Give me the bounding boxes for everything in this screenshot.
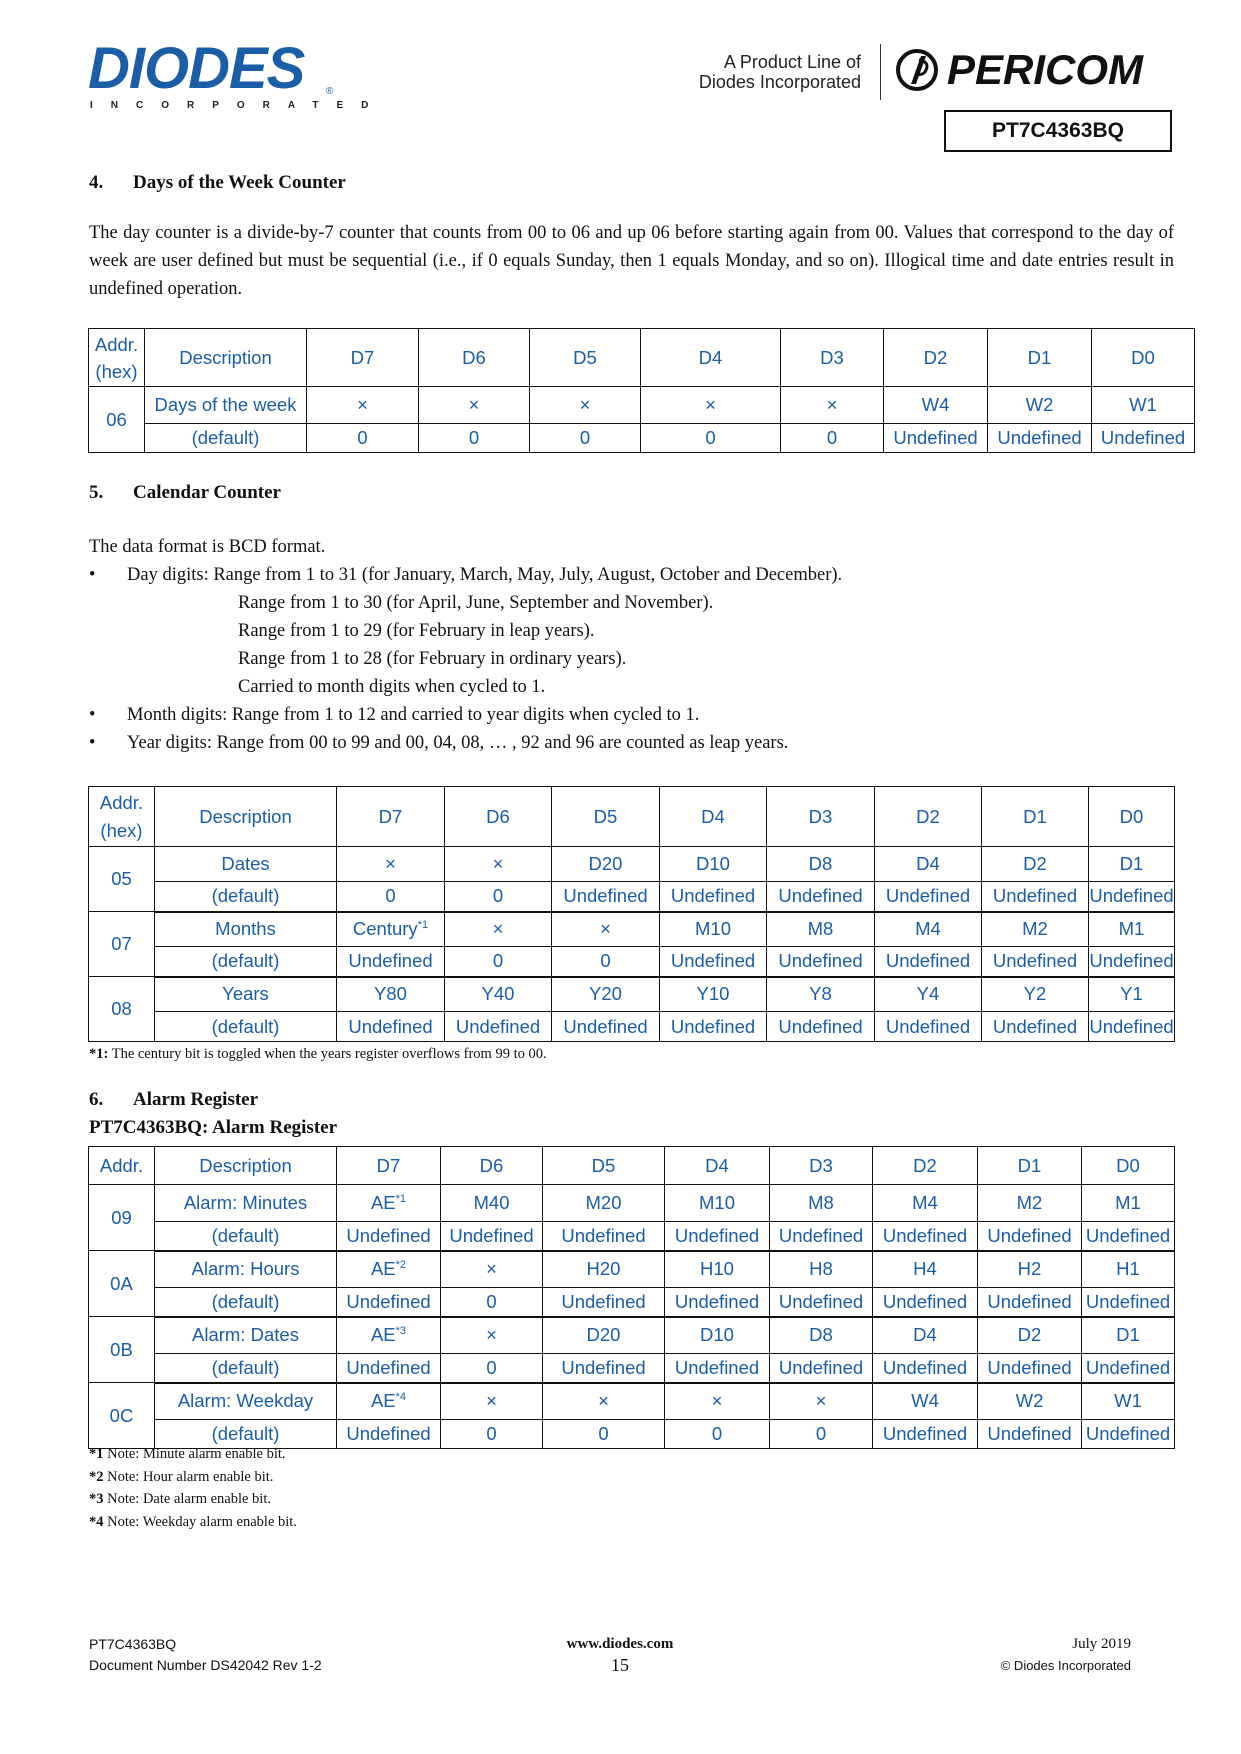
note-text: Note: Hour alarm enable bit.: [103, 1468, 274, 1485]
bit-cell: Y8: [767, 977, 875, 1012]
default-cell: Undefined: [873, 1420, 978, 1449]
default-cell: Undefined: [665, 1222, 770, 1251]
bit-cell: ×: [337, 847, 445, 882]
alarm-notes: [89, 1443, 297, 1533]
bit-cell: D4: [873, 1317, 978, 1354]
default-cell: Undefined: [1082, 1222, 1175, 1251]
ae-label: AE: [370, 1390, 396, 1412]
bit-cell: M20: [543, 1185, 665, 1222]
default-cell: Undefined: [982, 1012, 1089, 1042]
bit-cell: H4: [873, 1251, 978, 1288]
bit-cell: ×: [441, 1383, 543, 1420]
description-cell: (default): [155, 1012, 337, 1042]
default-cell: Undefined: [665, 1288, 770, 1317]
default-cell: Undefined: [543, 1354, 665, 1383]
addr-cell: 0C: [89, 1383, 155, 1449]
description-cell: Alarm: Minutes: [155, 1185, 337, 1222]
bit-cell: ×: [665, 1383, 770, 1420]
table-row: [89, 882, 1175, 912]
default-cell: Undefined: [552, 882, 660, 912]
product-line-1: A Product Line of: [723, 52, 861, 72]
default-cell: 0: [445, 882, 552, 912]
bit-cell: Y20: [552, 977, 660, 1012]
bit-cell: ×: [552, 912, 660, 947]
bit-cell: D2: [978, 1317, 1082, 1354]
default-cell: Undefined: [445, 1012, 552, 1042]
bit-cell: D8: [770, 1317, 873, 1354]
bit-cell: W4: [884, 387, 988, 424]
section-5-title: Calendar Counter: [133, 482, 281, 503]
bit-cell: W2: [978, 1383, 1082, 1420]
alarm-enable-cell: [337, 1251, 441, 1288]
default-cell: Undefined: [982, 882, 1089, 912]
range-line: Carried to month digits when cycled to 1.: [238, 677, 546, 697]
footer-copyright: © Diodes Incorporated: [1000, 1658, 1131, 1673]
table-row: [89, 1317, 1175, 1354]
note-mark: *4: [89, 1513, 104, 1530]
default-cell: Undefined: [441, 1222, 543, 1251]
bit-cell: M8: [767, 912, 875, 947]
bit-cell: M2: [978, 1185, 1082, 1222]
bit-cell: Y4: [875, 977, 982, 1012]
registered-mark: ®: [326, 86, 334, 97]
default-cell: 0: [419, 424, 530, 453]
footnote-ref: *3: [395, 1325, 407, 1338]
description-cell: (default): [155, 1222, 337, 1251]
bit-cell: ×: [441, 1251, 543, 1288]
default-cell: Undefined: [660, 947, 767, 977]
section-4-paragraph: The day counter is a divide-by-7 counter that counts from 00 to 06 and up 06 before starting again from 00. Values that correspond to the day of week are user defined but must be sequential (i.e., if 0 equals Sunday, then 1 equals Monday, and so on). Illogical time and date entries result in undefined operation.: [89, 223, 1174, 299]
default-cell: 0: [307, 424, 419, 453]
footnote-ref: *1: [395, 1192, 407, 1205]
diodes-logo: [88, 36, 387, 111]
default-cell: Undefined: [337, 947, 445, 977]
alarm-note: [89, 1466, 297, 1489]
default-cell: 0: [445, 947, 552, 977]
header-d3: D3: [767, 787, 875, 847]
default-cell: Undefined: [337, 1012, 445, 1042]
default-cell: Undefined: [543, 1222, 665, 1251]
default-cell: Undefined: [1092, 424, 1195, 453]
default-cell: Undefined: [767, 1012, 875, 1042]
bit-cell: D10: [665, 1317, 770, 1354]
alarm-note: [89, 1511, 297, 1534]
bit-cell: ×: [543, 1383, 665, 1420]
description-cell: (default): [155, 1288, 337, 1317]
table-row: [89, 1185, 1175, 1222]
table-header-row: [89, 1147, 1175, 1185]
alarm-note: [89, 1443, 297, 1466]
alarm-register-subtitle: PT7C4363BQ: Alarm Register: [89, 1117, 338, 1138]
header-description: Description: [155, 1147, 337, 1185]
description-cell: Years: [155, 977, 337, 1012]
default-cell: Undefined: [660, 882, 767, 912]
description-cell: (default): [155, 947, 337, 977]
description-cell: Alarm: Dates: [155, 1317, 337, 1354]
bit-cell: D4: [875, 847, 982, 882]
bit-cell: ×: [445, 847, 552, 882]
bit-cell: ×: [419, 387, 530, 424]
ae-label: AE: [370, 1258, 396, 1280]
bit-cell: ×: [641, 387, 781, 424]
bit-cell: M1: [1089, 912, 1175, 947]
bullet-year-digits: [89, 729, 788, 757]
header-d6: D6: [445, 787, 552, 847]
default-cell: 0: [530, 424, 641, 453]
header-d1: D1: [982, 787, 1089, 847]
range-line: Range from 1 to 28 (for February in ordinary years).: [238, 649, 627, 669]
bit-cell: H8: [770, 1251, 873, 1288]
default-cell: Undefined: [337, 1288, 441, 1317]
header-d2: D2: [875, 787, 982, 847]
table-row: [89, 847, 1175, 882]
header-d7: D7: [337, 1147, 441, 1185]
bit-cell: M2: [982, 912, 1089, 947]
addr-cell: 0A: [89, 1251, 155, 1317]
ae-label: AE: [370, 1192, 396, 1213]
default-cell: Undefined: [873, 1354, 978, 1383]
default-cell: Undefined: [1089, 1012, 1175, 1042]
section-5-number: 5.: [89, 482, 104, 503]
bit-cell: ×: [445, 912, 552, 947]
footer-center: [520, 1634, 720, 1676]
bullet-text: Day digits: Range from 1 to 31 (for January, March, May, July, August, October and December).: [127, 565, 843, 585]
bit-cell: Y1: [1089, 977, 1175, 1012]
header-d6: D6: [419, 329, 530, 387]
default-cell: 0: [552, 947, 660, 977]
default-cell: Undefined: [884, 424, 988, 453]
default-cell: 0: [441, 1354, 543, 1383]
pericom-logo-text: PERICOM: [947, 46, 1144, 93]
footnote-ref: *1: [417, 919, 429, 932]
description-cell: (default): [145, 424, 307, 453]
footer-date: July 2019: [1072, 1636, 1131, 1652]
description-cell: (default): [155, 1420, 337, 1449]
table-row: [89, 1383, 1175, 1420]
section-4-heading: [89, 172, 346, 194]
section-5-intro: The data format is BCD format.: [89, 537, 326, 557]
table-row: [89, 424, 1195, 453]
header-d4: D4: [641, 329, 781, 387]
default-cell: Undefined: [978, 1222, 1082, 1251]
default-cell: Undefined: [552, 1012, 660, 1042]
default-cell: Undefined: [873, 1288, 978, 1317]
days-of-week-table: [88, 328, 1195, 453]
bit-cell: D10: [660, 847, 767, 882]
part-number-box: PT7C4363BQ: [944, 110, 1172, 152]
calendar-counter-table: [88, 786, 1175, 1042]
header-d4: D4: [660, 787, 767, 847]
bullet-day-digits: [89, 561, 842, 589]
bit-cell: M4: [875, 912, 982, 947]
header-d7: D7: [307, 329, 419, 387]
default-cell: 0: [781, 424, 884, 453]
footer-website-link[interactable]: www.diodes.com: [566, 1636, 674, 1652]
bit-cell: ×: [530, 387, 641, 424]
default-cell: Undefined: [660, 1012, 767, 1042]
bit-cell: D2: [982, 847, 1089, 882]
bit-cell: H2: [978, 1251, 1082, 1288]
description-cell: (default): [155, 882, 337, 912]
section-6-heading: [89, 1089, 258, 1111]
default-cell: 0: [770, 1420, 873, 1449]
default-cell: Undefined: [875, 947, 982, 977]
bullet-day-digits-continuation: [238, 589, 713, 701]
header-description: Description: [155, 787, 337, 847]
bit-cell: W2: [988, 387, 1092, 424]
default-cell: Undefined: [337, 1222, 441, 1251]
bit-cell: H10: [665, 1251, 770, 1288]
default-cell: Undefined: [873, 1222, 978, 1251]
header-d5: D5: [530, 329, 641, 387]
default-cell: Undefined: [665, 1354, 770, 1383]
footnote-mark: *1:: [89, 1046, 109, 1062]
section-6-title: Alarm Register: [133, 1089, 259, 1110]
addr-cell: 08: [89, 977, 155, 1042]
bullet-month-digits: [89, 701, 699, 729]
note-text: Note: Minute alarm enable bit.: [103, 1446, 286, 1462]
footnote-ref: *2: [395, 1259, 407, 1272]
bit-cell: M10: [665, 1185, 770, 1222]
header-description: Description: [145, 329, 307, 387]
alarm-register-table: [88, 1146, 1175, 1449]
table-header-row: [89, 787, 1175, 847]
bit-cell: D1: [1082, 1317, 1175, 1354]
table-row: [89, 387, 1195, 424]
addr-cell: 09: [89, 1185, 155, 1251]
bullet-icon: •: [89, 705, 96, 725]
default-cell: Undefined: [982, 947, 1089, 977]
table-row: [89, 1354, 1175, 1383]
note-mark: *1: [89, 1446, 104, 1462]
description-cell: (default): [155, 1354, 337, 1383]
bit-cell: H1: [1082, 1251, 1175, 1288]
default-cell: Undefined: [978, 1420, 1082, 1449]
default-cell: Undefined: [337, 1354, 441, 1383]
pericom-logo: [895, 46, 1143, 94]
bit-cell: Y40: [445, 977, 552, 1012]
pericom-mark-icon: [895, 48, 939, 92]
diodes-logo-subtext: INCORPORATED: [90, 100, 387, 111]
default-cell: Undefined: [875, 882, 982, 912]
note-text: Note: Date alarm enable bit.: [103, 1491, 271, 1507]
alarm-enable-cell: [337, 1317, 441, 1354]
section-5-heading: [89, 482, 281, 504]
table-row: [89, 977, 1175, 1012]
header-d0: D0: [1082, 1147, 1175, 1185]
bit-cell: W4: [873, 1383, 978, 1420]
default-cell: Undefined: [770, 1354, 873, 1383]
default-cell: 0: [441, 1420, 543, 1449]
bit-cell: ×: [307, 387, 419, 424]
default-cell: Undefined: [988, 424, 1092, 453]
addr-cell: 05: [89, 847, 155, 912]
table-header-row: [89, 329, 1195, 387]
header-d2: D2: [884, 329, 988, 387]
bit-cell: D8: [767, 847, 875, 882]
bit-cell: ×: [781, 387, 884, 424]
alarm-enable-cell: [337, 1185, 441, 1222]
default-cell: Undefined: [1082, 1354, 1175, 1383]
header-addr: Addr.: [89, 1147, 155, 1185]
default-cell: 0: [665, 1420, 770, 1449]
bit-cell: M4: [873, 1185, 978, 1222]
bullet-text: Month digits: Range from 1 to 12 and carried to year digits when cycled to 1.: [127, 705, 700, 725]
range-line: Range from 1 to 30 (for April, June, September and November).: [238, 593, 714, 613]
addr-cell: 0B: [89, 1317, 155, 1383]
header-d3: D3: [770, 1147, 873, 1185]
note-text: Note: Weekday alarm enable bit.: [103, 1513, 297, 1530]
header-d3: D3: [781, 329, 884, 387]
description-cell: Days of the week: [145, 387, 307, 424]
default-cell: Undefined: [770, 1288, 873, 1317]
alarm-enable-cell: [337, 1383, 441, 1420]
description-cell: Months: [155, 912, 337, 947]
product-line-2: Diodes Incorporated: [698, 72, 861, 92]
description-cell: Alarm: Hours: [155, 1251, 337, 1288]
century-bit-cell: [337, 912, 445, 947]
header-d2: D2: [873, 1147, 978, 1185]
bit-cell: D20: [543, 1317, 665, 1354]
diodes-logo-text: DIODES: [88, 36, 305, 101]
footer-part: PT7C4363BQ: [89, 1636, 177, 1652]
bit-cell: D1: [1089, 847, 1175, 882]
table-row: [89, 912, 1175, 947]
century-footnote: [89, 1043, 547, 1066]
table-row: [89, 947, 1175, 977]
bullet-icon: •: [89, 733, 96, 753]
table-row: [89, 1012, 1175, 1042]
table-row: [89, 1222, 1175, 1251]
section-4-title: Days of the Week Counter: [133, 172, 346, 193]
default-cell: Undefined: [543, 1288, 665, 1317]
default-cell: Undefined: [1089, 947, 1175, 977]
bit-cell: M1: [1082, 1185, 1175, 1222]
header-d6: D6: [441, 1147, 543, 1185]
header-addr: Addr. (hex): [89, 329, 145, 387]
default-cell: Undefined: [767, 882, 875, 912]
footer-doc-number: Document Number DS42042 Rev 1-2: [89, 1657, 322, 1673]
note-mark: *2: [89, 1468, 104, 1485]
bullet-text: Year digits: Range from 00 to 99 and 00, 04, 08, … , 92 and 96 are counted as leap years.: [127, 733, 789, 753]
header-addr: Addr. (hex): [89, 787, 155, 847]
century-label: Century: [352, 918, 418, 940]
table-row: [89, 1288, 1175, 1317]
header-d7: D7: [337, 787, 445, 847]
bit-cell: Y2: [982, 977, 1089, 1012]
default-cell: Undefined: [978, 1288, 1082, 1317]
footer-right: [1001, 1634, 1131, 1676]
default-cell: Undefined: [1089, 882, 1175, 912]
default-cell: Undefined: [1082, 1288, 1175, 1317]
default-cell: 0: [337, 882, 445, 912]
default-cell: 0: [641, 424, 781, 453]
header-d0: D0: [1089, 787, 1175, 847]
bit-cell: Y10: [660, 977, 767, 1012]
bullet-icon: •: [89, 565, 96, 585]
bit-cell: Y80: [337, 977, 445, 1012]
addr-cell: 07: [89, 912, 155, 977]
bit-cell: M8: [770, 1185, 873, 1222]
description-cell: Dates: [155, 847, 337, 882]
bit-cell: M10: [660, 912, 767, 947]
page-number: 15: [611, 1655, 629, 1675]
bit-cell: ×: [770, 1383, 873, 1420]
description-cell: Alarm: Weekday: [155, 1383, 337, 1420]
bit-cell: D20: [552, 847, 660, 882]
default-cell: Undefined: [1082, 1420, 1175, 1449]
header-d0: D0: [1092, 329, 1195, 387]
bit-cell: H20: [543, 1251, 665, 1288]
default-cell: Undefined: [767, 947, 875, 977]
default-cell: Undefined: [770, 1222, 873, 1251]
default-cell: Undefined: [978, 1354, 1082, 1383]
product-line-note: [699, 52, 861, 92]
header-d1: D1: [988, 329, 1092, 387]
alarm-note: [89, 1488, 297, 1511]
header-d1: D1: [978, 1147, 1082, 1185]
default-cell: Undefined: [337, 1420, 441, 1449]
section-6-number: 6.: [89, 1089, 104, 1110]
header-d4: D4: [665, 1147, 770, 1185]
note-mark: *3: [89, 1491, 104, 1507]
bit-cell: W1: [1092, 387, 1195, 424]
bit-cell: ×: [441, 1317, 543, 1354]
default-cell: Undefined: [875, 1012, 982, 1042]
section-4-number: 4.: [89, 172, 104, 193]
ae-label: AE: [370, 1324, 396, 1346]
header-divider: [880, 44, 881, 100]
addr-cell: 06: [89, 387, 145, 453]
footer-left: [89, 1634, 322, 1676]
bit-cell: M40: [441, 1185, 543, 1222]
range-line: Range from 1 to 29 (for February in leap years).: [238, 621, 595, 641]
default-cell: 0: [441, 1288, 543, 1317]
footnote-text: The century bit is toggled when the years register overflows from 99 to 00.: [108, 1046, 547, 1062]
table-row: [89, 1251, 1175, 1288]
header-d5: D5: [552, 787, 660, 847]
default-cell: 0: [543, 1420, 665, 1449]
bit-cell: W1: [1082, 1383, 1175, 1420]
header-d5: D5: [543, 1147, 665, 1185]
footnote-ref: *4: [395, 1391, 407, 1404]
